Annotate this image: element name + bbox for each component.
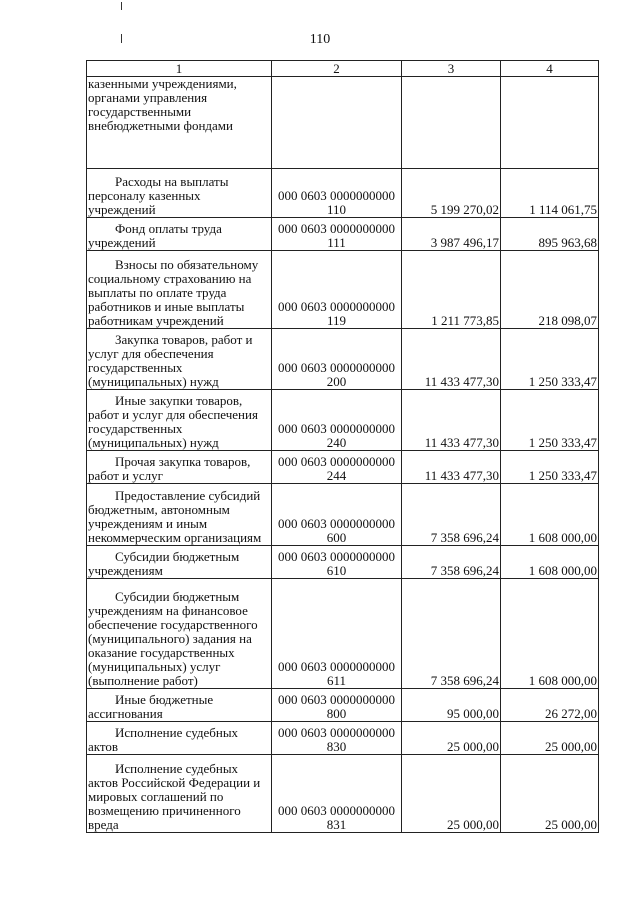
row-description	[87, 451, 272, 484]
code-type: 800	[326, 706, 347, 721]
scan-mark	[121, 2, 122, 10]
row-amount-col3	[402, 77, 501, 169]
code-type: 110	[326, 202, 347, 217]
code-type: 611	[326, 673, 347, 688]
table-row	[87, 77, 599, 169]
code-main: 000 0603 0000000000	[278, 725, 395, 740]
description-line: Фонд оплаты труда	[115, 221, 222, 236]
description-line: работникам учреждений	[88, 313, 224, 328]
row-amount-col4: 1 250 333,47	[501, 451, 599, 484]
description-line: учреждениям и иным	[88, 516, 208, 531]
row-amount-col3: 11 433 477,30	[402, 451, 501, 484]
row-description	[87, 579, 272, 689]
code-type: 200	[326, 374, 347, 389]
description-line: мировых соглашений по	[88, 789, 224, 804]
row-amount-col3: 11 433 477,30	[402, 329, 501, 390]
description-line: (муниципального) задания на	[88, 631, 252, 646]
table-row	[87, 546, 599, 579]
row-amount-col4: 26 272,00	[501, 689, 599, 722]
description-line: работ и услуг	[88, 468, 163, 483]
row-description	[87, 484, 272, 546]
description-line: услуг для обеспечения	[88, 346, 214, 361]
description-line: возмещению причиненного	[88, 803, 241, 818]
description-line: учреждений	[88, 235, 156, 250]
row-code	[272, 722, 402, 755]
row-description	[87, 218, 272, 251]
column-header: 1	[87, 61, 272, 77]
row-amount-col4: 1 250 333,47	[501, 329, 599, 390]
budget-table	[86, 60, 599, 833]
code-main: 000 0603 0000000000	[278, 299, 395, 314]
row-code	[272, 169, 402, 218]
description-line: Иные закупки товаров,	[115, 393, 243, 408]
description-line: актов	[88, 739, 119, 754]
table-row	[87, 251, 599, 329]
row-amount-col3: 7 358 696,24	[402, 546, 501, 579]
description-line: Расходы на выплаты	[115, 174, 229, 189]
code-main: 000 0603 0000000000	[278, 454, 395, 469]
row-amount-col3: 25 000,00	[402, 722, 501, 755]
table-row	[87, 579, 599, 689]
row-amount-col3: 5 199 270,02	[402, 169, 501, 218]
table-row	[87, 218, 599, 251]
table-row	[87, 390, 599, 451]
description-line: выплаты по оплате труда	[88, 285, 227, 300]
description-line: Взносы по обязательному	[115, 257, 259, 272]
row-description	[87, 390, 272, 451]
description-line: работ и услуг для обеспечения	[88, 407, 258, 422]
row-amount-col3: 7 358 696,24	[402, 484, 501, 546]
code-type: 610	[326, 563, 347, 578]
description-line: органами управления	[88, 90, 208, 105]
description-line: Субсидии бюджетным	[115, 549, 240, 564]
description-line: вреда	[88, 817, 119, 832]
row-code	[272, 689, 402, 722]
row-amount-col3: 1 211 773,85	[402, 251, 501, 329]
code-type: 111	[327, 235, 346, 250]
row-amount-col4: 1 608 000,00	[501, 546, 599, 579]
row-amount-col4: 25 000,00	[501, 755, 599, 833]
table-row	[87, 329, 599, 390]
description-line: государственных	[88, 360, 183, 375]
description-line: (муниципальных) нужд	[88, 374, 219, 389]
description-line: бюджетным, автономным	[88, 502, 230, 517]
row-amount-col4: 1 608 000,00	[501, 579, 599, 689]
row-description	[87, 722, 272, 755]
row-code	[272, 579, 402, 689]
code-main: 000 0603 0000000000	[278, 221, 395, 236]
row-code	[272, 451, 402, 484]
description-line: государственных	[88, 421, 183, 436]
description-line: (выполнение работ)	[88, 673, 198, 688]
description-line: некоммерческим организациям	[88, 530, 262, 545]
page-number: 110	[309, 32, 331, 47]
row-amount-col3: 95 000,00	[402, 689, 501, 722]
description-line: социальному страхованию на	[88, 271, 252, 286]
table-header-row	[87, 61, 599, 77]
description-line: Исполнение судебных	[115, 761, 239, 776]
row-amount-col3: 11 433 477,30	[402, 390, 501, 451]
code-type: 244	[326, 468, 347, 483]
code-main: 000 0603 0000000000	[278, 803, 395, 818]
row-code	[272, 755, 402, 833]
column-header: 2	[272, 61, 402, 77]
description-line: Прочая закупка товаров,	[115, 454, 251, 469]
row-description	[87, 755, 272, 833]
description-line: работников и иные выплаты	[88, 299, 245, 314]
row-amount-col3: 25 000,00	[402, 755, 501, 833]
table-row	[87, 722, 599, 755]
description-line: учреждениям	[88, 563, 163, 578]
code-type: 119	[326, 313, 347, 328]
code-type: 600	[326, 530, 347, 545]
row-amount-col4: 218 098,07	[501, 251, 599, 329]
description-line: обеспечение государственного	[88, 617, 258, 632]
row-amount-col3: 3 987 496,17	[402, 218, 501, 251]
row-amount-col4: 1 114 061,75	[501, 169, 599, 218]
table-row	[87, 451, 599, 484]
description-line: Закупка товаров, работ и	[115, 332, 253, 347]
description-line: учреждениям на финансовое	[88, 603, 248, 618]
description-line: Предоставление субсидий	[115, 488, 261, 503]
description-line: (муниципальных) нужд	[88, 435, 219, 450]
row-code	[272, 251, 402, 329]
description-line: оказание государственных	[88, 645, 235, 660]
description-line: Субсидии бюджетным	[115, 589, 240, 604]
code-main: 000 0603 0000000000	[278, 360, 395, 375]
code-type: 240	[326, 435, 347, 450]
row-description	[87, 689, 272, 722]
row-amount-col4: 1 608 000,00	[501, 484, 599, 546]
code-main: 000 0603 0000000000	[278, 421, 395, 436]
row-code	[272, 390, 402, 451]
row-amount-col4	[501, 77, 599, 169]
column-header: 4	[501, 61, 599, 77]
table-row	[87, 689, 599, 722]
row-code	[272, 484, 402, 546]
code-main: 000 0603 0000000000	[278, 692, 395, 707]
row-description	[87, 169, 272, 218]
code-main: 000 0603 0000000000	[278, 188, 395, 203]
row-code	[272, 218, 402, 251]
row-description	[87, 251, 272, 329]
description-line: внебюджетными фондами	[88, 118, 233, 133]
row-code	[272, 546, 402, 579]
code-main: 000 0603 0000000000	[278, 516, 395, 531]
table-row	[87, 484, 599, 546]
code-type: 831	[326, 817, 347, 832]
row-description	[87, 77, 272, 169]
description-line: (муниципальных) услуг	[88, 659, 221, 674]
description-line: ассигнования	[88, 706, 163, 721]
row-amount-col3: 7 358 696,24	[402, 579, 501, 689]
description-line: персоналу казенных учреждений	[88, 188, 201, 217]
code-type: 830	[326, 739, 347, 754]
table-row	[87, 755, 599, 833]
row-amount-col4: 1 250 333,47	[501, 390, 599, 451]
row-amount-col4: 895 963,68	[501, 218, 599, 251]
row-amount-col4: 25 000,00	[501, 722, 599, 755]
row-description	[87, 329, 272, 390]
row-description	[87, 546, 272, 579]
description-line: Исполнение судебных	[115, 725, 239, 740]
description-line: казенными учреждениями,	[88, 76, 237, 91]
code-main: 000 0603 0000000000	[278, 659, 395, 674]
row-code	[272, 77, 402, 169]
description-line: Иные бюджетные	[115, 692, 214, 707]
column-header: 3	[402, 61, 501, 77]
table-row	[87, 169, 599, 218]
description-line: актов Российской Федерации и	[88, 775, 261, 790]
code-main: 000 0603 0000000000	[278, 549, 395, 564]
row-code	[272, 329, 402, 390]
description-line: государственными	[88, 104, 192, 119]
